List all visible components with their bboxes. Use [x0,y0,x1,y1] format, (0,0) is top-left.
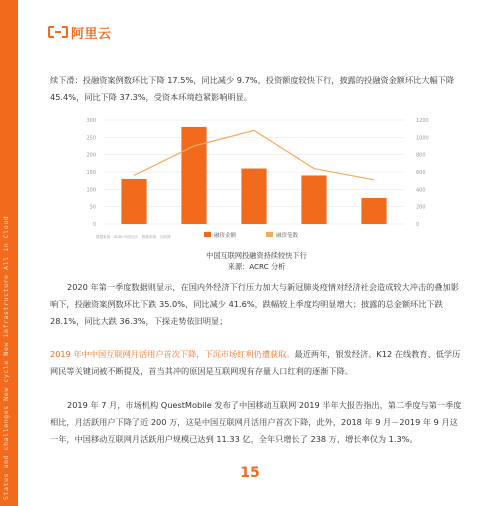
chart-title: 中国互联网投融资持续较快下行 [206,251,307,260]
logo-text: 阿里云 [71,26,112,42]
legend-swatch-bar [204,232,211,237]
y-left-tick-label: 100 [86,187,96,194]
paragraph-3-rest: 最近两年，银发经济、K12 在线教育、低学历网民等关键词被不断提及，首当其冲的原因是互联网现有存量人口红利的逐渐下降。 [50,349,461,376]
chart [64,112,449,250]
y-left-tick-label: 50 [89,204,96,211]
y-left-tick-label: 200 [86,152,96,159]
chart-source-note: 数据来源：ACRC中国社区 数据来源：互联网 [96,235,171,239]
bar [301,175,326,224]
y-left-tick-label: 150 [86,170,96,176]
y-right-tick-label: 200 [416,204,426,211]
paragraph-3-highlight: 2019 年中中国互联网月活用户首次下降，下沉市场红利仍遭获取。 [50,349,295,359]
bar [121,179,146,224]
paragraph-2: 2020 年第一季度数据则显示，在国内外经济下行压力加大与新冠肺炎疫情对经济社会造成较大冲击的叠加影响下，投融资案例数环比下跌 35.0%，同比减少 41.6%，跌幅较上季度均明显增大；披露的总金额环比下跌 28.1%，同比大跌 36.3%，下探走势依旧明显； [50,282,459,326]
sidebar-text: Status and challenges New cycle New infrastructure All in Cloud [2,215,10,500]
y-right-tick-label: 1200 [416,118,429,124]
y-left-tick-label: 0 [92,222,96,228]
y-right-tick-label: 600 [416,170,426,176]
paragraph-1: 续下滑：投融资案例数环比下降 17.5%，同比减少 9.7%，投资额度较快下行，披露的投融资金额环比大幅下降 45.4%，同比下降 37.3%，受资本环境趋紧影响明显。 [50,75,455,102]
page-number: 15 [240,465,260,481]
chart-svg [64,112,449,250]
y-right-tick-label: 400 [416,187,426,194]
legend-swatch-line [266,232,273,237]
y-right-tick-label: 0 [416,222,420,228]
brand-logo [48,24,112,40]
legend-label-line: 融资笔数 [276,233,299,239]
bar [181,127,206,224]
y-left-tick-label: 250 [86,135,96,142]
aliyun-logo-icon [48,26,68,38]
y-right-tick-label: 800 [416,152,426,159]
chart-source: 来源：ACRC 分析 [227,262,286,271]
bar [361,198,386,224]
sidebar-band [0,0,18,506]
y-right-tick-label: 1000 [416,135,429,142]
paragraph-4: 2019 年 7 月，市场机构 QuestMobile 发布了中国移动互联网 2019 半年大报告指出，第二季度与第一季度相比，月活跃用户下降了近 200 万，这是中国互联网月活用户首次下降，此外，2018 年 9 月－2019 年 9 月这一年，中国移动互联网月活跃用户规模已达到 11.33 亿，全年只增长了 238 万，增长率仅为 1.3%。 [50,400,462,444]
legend-label-bar: 融资金额 [214,233,237,239]
paragraph-3 [50,346,465,380]
y-left-tick-label: 300 [86,118,96,124]
bar [241,169,266,224]
